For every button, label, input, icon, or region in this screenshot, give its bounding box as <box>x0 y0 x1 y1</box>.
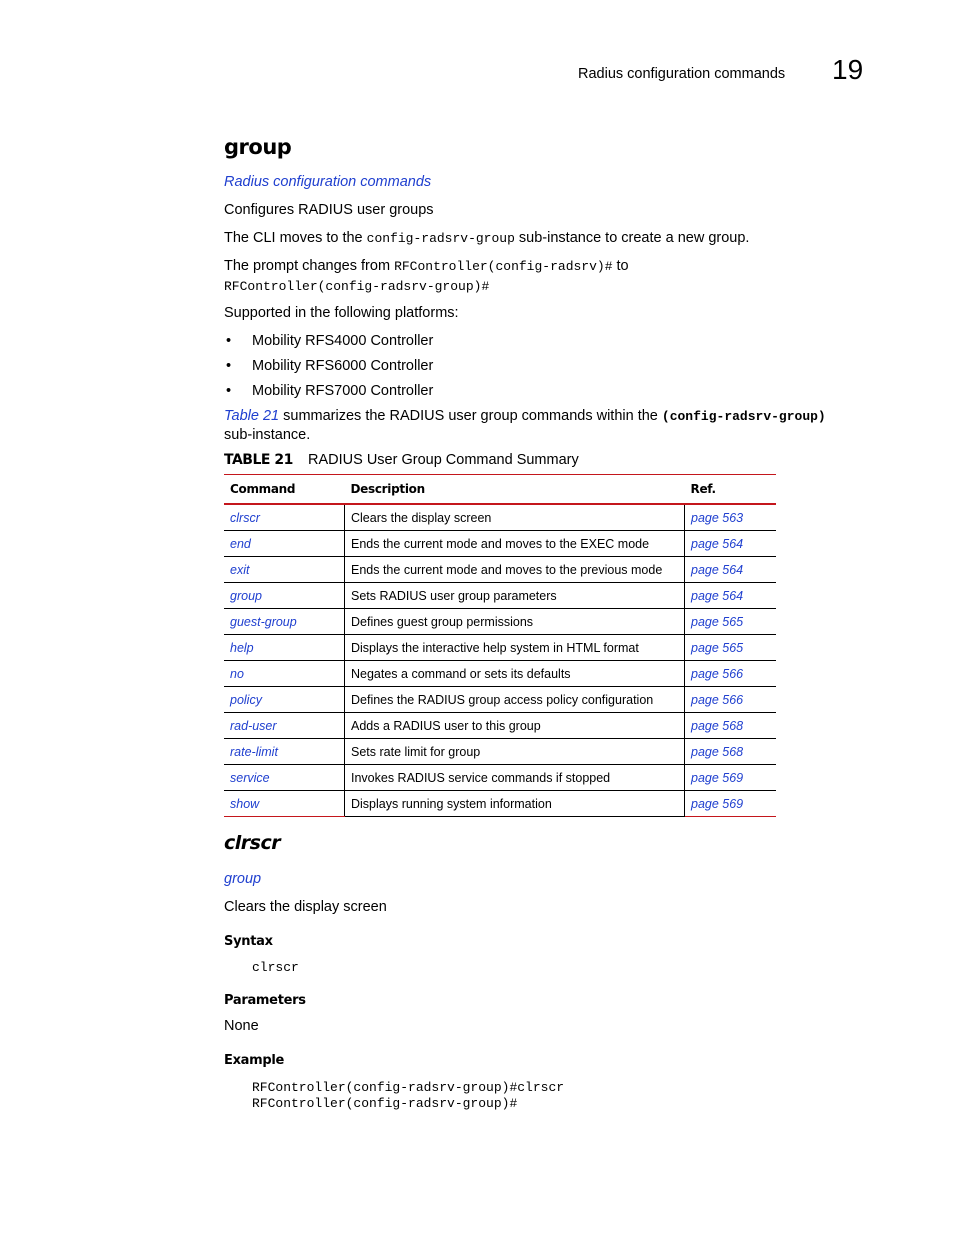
prompt-paragraph <box>224 258 629 274</box>
prompt-to-code: RFController(config-radsrv-group)# <box>224 279 490 294</box>
table-header-row <box>224 475 776 505</box>
bullet-dot: • <box>226 333 232 349</box>
table-row <box>224 557 776 583</box>
summary-line2: sub-instance. <box>224 427 311 443</box>
column-header-command: Command <box>224 475 345 505</box>
command-link[interactable]: help <box>224 635 345 661</box>
chapter-number: 19 <box>832 54 864 85</box>
prompt-text: The prompt changes from <box>224 258 391 274</box>
command-link[interactable]: end <box>224 531 345 557</box>
running-header-title: Radius configuration commands <box>578 66 786 82</box>
cli-moves-text-after: sub-instance to create a new group. <box>518 230 750 246</box>
column-header-ref: Ref. <box>685 475 777 505</box>
prompt-to-word: to <box>616 258 629 274</box>
table-row <box>224 713 776 739</box>
table-row <box>224 791 776 817</box>
summary-text: summarizes the RADIUS user group commands within the <box>283 408 658 424</box>
table-label: TABLE 21 <box>224 452 293 468</box>
syntax-heading: Syntax <box>224 934 273 949</box>
command-link[interactable]: guest-group <box>224 609 345 635</box>
page-ref-link[interactable]: page 566 <box>685 661 777 687</box>
command-link[interactable]: group <box>224 583 345 609</box>
command-description: Sets rate limit for group <box>345 739 685 765</box>
page-ref-link[interactable]: page 566 <box>685 687 777 713</box>
page-ref-link[interactable]: page 564 <box>685 531 777 557</box>
group-description: Configures RADIUS user groups <box>224 202 434 218</box>
command-link[interactable]: service <box>224 765 345 791</box>
page-ref-link[interactable]: page 564 <box>685 583 777 609</box>
page-ref-link[interactable]: page 565 <box>685 609 777 635</box>
table-row <box>224 661 776 687</box>
parent-link-radius-config[interactable]: Radius configuration commands <box>224 174 432 190</box>
command-description: Negates a command or sets its defaults <box>345 661 685 687</box>
table-row <box>224 583 776 609</box>
page-ref-link[interactable]: page 569 <box>685 765 777 791</box>
command-link[interactable]: rad-user <box>224 713 345 739</box>
platform-item: Mobility RFS7000 Controller <box>252 383 434 399</box>
page-ref-link[interactable]: page 568 <box>685 713 777 739</box>
table-row <box>224 765 776 791</box>
page-ref-link[interactable]: page 564 <box>685 557 777 583</box>
page-ref-link[interactable]: page 565 <box>685 635 777 661</box>
section-heading-group: group <box>224 135 292 159</box>
cli-moves-code: config-radsrv-group <box>366 231 515 246</box>
section-heading-clrscr: clrscr <box>224 832 281 854</box>
example-heading: Example <box>224 1053 285 1068</box>
platform-item: Mobility RFS6000 Controller <box>252 358 434 374</box>
example-code-line: RFController(config-radsrv-group)# <box>252 1096 518 1111</box>
command-link[interactable]: show <box>224 791 345 817</box>
command-link[interactable]: no <box>224 661 345 687</box>
summary-code: (config-radsrv-group) <box>661 409 826 424</box>
platform-item: Mobility RFS4000 Controller <box>252 333 434 349</box>
summary-paragraph <box>224 408 826 424</box>
column-header-description: Description <box>345 475 685 505</box>
table-row <box>224 635 776 661</box>
command-description: Displays running system information <box>345 791 685 817</box>
command-summary-table <box>224 474 776 817</box>
page-ref-link[interactable]: page 563 <box>685 504 777 531</box>
table-row <box>224 531 776 557</box>
command-description: Sets RADIUS user group parameters <box>345 583 685 609</box>
platforms-intro: Supported in the following platforms: <box>224 305 459 321</box>
command-description: Ends the current mode and moves to the EXEC mode <box>345 531 685 557</box>
syntax-code: clrscr <box>252 960 299 975</box>
table-title: RADIUS User Group Command Summary <box>308 452 579 468</box>
command-link[interactable]: exit <box>224 557 345 583</box>
table-row <box>224 739 776 765</box>
command-description: Clears the display screen <box>345 504 685 531</box>
command-description: Defines guest group permissions <box>345 609 685 635</box>
parameters-text: None <box>224 1018 259 1034</box>
page-ref-link[interactable]: page 569 <box>685 791 777 817</box>
prompt-from-code: RFController(config-radsrv)# <box>394 259 613 274</box>
command-description: Invokes RADIUS service commands if stopped <box>345 765 685 791</box>
command-link[interactable]: policy <box>224 687 345 713</box>
command-description: Displays the interactive help system in HTML format <box>345 635 685 661</box>
table-row <box>224 687 776 713</box>
table-row <box>224 609 776 635</box>
parameters-heading: Parameters <box>224 993 306 1008</box>
table-row <box>224 504 776 531</box>
example-code-line: RFController(config-radsrv-group)#clrscr <box>252 1080 565 1095</box>
table-21-link[interactable]: Table 21 <box>224 408 280 424</box>
command-link[interactable]: clrscr <box>224 504 345 531</box>
command-description: Ends the current mode and moves to the previous mode <box>345 557 685 583</box>
clrscr-description: Clears the display screen <box>224 899 387 915</box>
page-ref-link[interactable]: page 568 <box>685 739 777 765</box>
bullet-dot: • <box>226 358 232 374</box>
cli-moves-paragraph <box>224 230 749 246</box>
parent-link-group[interactable]: group <box>224 871 262 887</box>
cli-moves-text: The CLI moves to the <box>224 230 363 246</box>
command-description: Defines the RADIUS group access policy configuration <box>345 687 685 713</box>
command-link[interactable]: rate-limit <box>224 739 345 765</box>
bullet-dot: • <box>226 383 232 399</box>
command-description: Adds a RADIUS user to this group <box>345 713 685 739</box>
